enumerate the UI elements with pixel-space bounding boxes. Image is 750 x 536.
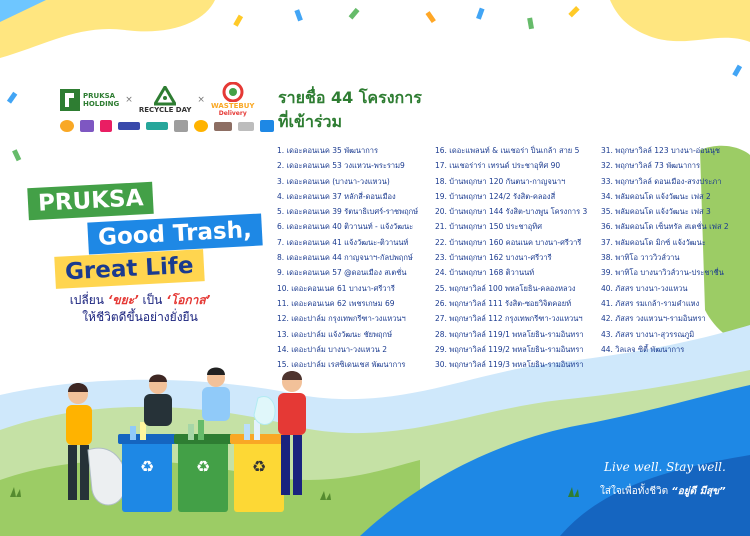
yellow-blob-top-left [0, 0, 215, 58]
project-item: 21. บ้านพฤกษา 150 ประชาอุทิศ [435, 222, 543, 232]
bottle [244, 424, 250, 440]
project-item: 22. บ้านพฤกษา 160 คอนเนค บางนา-ศรีวารี [435, 237, 582, 247]
project-item: 6. เดอะคอนเนค 40 ติวานนท์ - แจ้งวัฒนะ [277, 222, 414, 232]
project-item: 4. เดอะคอนเนค 37 หลักสี่-ดอนเมือง [277, 191, 396, 201]
project-item: 20. บ้านพฤกษา 144 รังสิต-บางพูน โครงการ 3 [435, 207, 588, 217]
project-item: 18. บ้านพฤกษา 120 กันตนา-กาญจนาฯ [435, 176, 566, 186]
wastebuy-sub: Delivery [218, 110, 247, 117]
sponsor-logo-5 [146, 122, 168, 130]
project-item: 37. พลัมคอนโด มิกซ์ แจ้งวัฒนะ [601, 237, 706, 247]
tagline-thai-bold: “อยู่ดี มีสุข” [671, 486, 726, 497]
project-item: 41. ภัสสร รมเกล้า-รามคำแหง [601, 298, 700, 308]
project-item: 29. พฤกษาวิลล์ 119/2 พหลโยธิน-รามอินทรา [435, 344, 584, 354]
sponsor-logo-2 [80, 120, 94, 132]
project-item: 5. เดอะคอนเนค 39 รัตนาธิเบศร์-ราชพฤกษ์ [277, 207, 419, 217]
person-leg [281, 435, 290, 495]
project-item: 30. พฤกษาวิลล์ 119/3 พหลโยธิน-รามอินทรา [435, 360, 584, 370]
recycle-day-label: RECYCLE DAY [138, 106, 192, 114]
bin-green-recycle-icon: ♻ [195, 457, 211, 476]
bottle [188, 424, 194, 440]
partner-logos-row [60, 82, 254, 118]
project-item: 35. พลัมคอนโด แจ้งวัฒนะ เฟส 3 [601, 207, 711, 217]
person-torso [202, 387, 230, 421]
recycle-icon [154, 86, 176, 106]
confetti [233, 15, 243, 27]
project-item: 1. เดอะคอนเนค 35 พัฒนาการ [277, 146, 379, 155]
project-item: 9. เดอะคอนเนค 57 @ดอนเมือง สเตชั่น [277, 268, 407, 278]
project-item: 2. เดอะคอนเนค 53 วงแหวน-พระราม9 [277, 161, 405, 171]
projects-heading-line-1: รายชื่อ 44 โครงการ [278, 88, 422, 107]
campaign-title-line-3: Great Life [54, 249, 204, 289]
project-item: 27. พฤกษาวิลล์ 112 กรุงเทพกรีฑา-วงแหวนฯ [435, 314, 583, 324]
bottle [130, 426, 136, 440]
plastic-bag [254, 396, 275, 424]
project-item: 19. บ้านพฤกษา 124/2 รังสิต-คลองสี่ [435, 191, 556, 201]
project-item: 16. เดอะแพลนท์ & เนเชอร่า ปิ่นเกล้า สาย 5 [435, 146, 580, 155]
person-torso [144, 394, 172, 426]
project-item: 28. พฤกษาวิลล์ 119/1 พหลโยธิน-รามอินทรา [435, 329, 584, 339]
pruksa-name: PRUKSA [83, 92, 116, 100]
project-item: 25. พฤกษาวิลล์ 100 พหลโยธิน-คลองหลวง [435, 283, 576, 293]
project-item: 10. เดอะคอนเนค 61 บางนา-ศรีวารี [277, 283, 395, 293]
confetti [527, 18, 534, 30]
bottle [140, 422, 146, 440]
bin-yellow-recycle-icon: ♻ [251, 457, 267, 476]
person-leg [293, 435, 302, 495]
project-item: 38. พาทิโอ วาววิวส์วาน [601, 253, 680, 263]
project-item: 8. เดอะคอนเนค 44 กาญจนาฯ-กัลปพฤกษ์ [277, 253, 413, 263]
person-hair [207, 368, 225, 376]
confetti [294, 9, 302, 21]
slogan-word-waste: ‘ขยะ’ [107, 293, 139, 307]
sponsor-logo-10 [260, 120, 274, 132]
confetti [425, 11, 435, 23]
sponsor-logo-8 [214, 122, 232, 131]
project-item: 23. บ้านพฤกษา 162 บางนา-ศรีวารี [435, 253, 552, 263]
white-bag [88, 448, 126, 505]
projects-heading-line-2: ที่เข้าร่วม [278, 112, 343, 131]
project-item: 17. เนเชอร่าร่า เทรนด์ ประชาอุทิศ 90 [435, 161, 561, 171]
slogan-line-2: ให้ชีวิตดีขึ้นอย่างยั่งยืน [82, 310, 198, 324]
person-leg [80, 445, 89, 500]
recycling-illustration [30, 360, 350, 535]
bin-blue [122, 440, 172, 512]
project-item: 32. พฤกษาวิลล์ 73 พัฒนาการ [601, 161, 701, 171]
person-hair [149, 375, 167, 383]
tagline-thai [600, 484, 726, 499]
times-sign: × [197, 95, 205, 105]
pruksa-mark-icon [60, 89, 80, 111]
confetti [7, 92, 17, 104]
bin-green [178, 440, 228, 512]
confetti [12, 149, 21, 161]
times-sign: × [125, 95, 133, 105]
project-item: 39. พาทิโอ บางนาวิวส์วาน-ประชาชื่น [601, 268, 724, 278]
bin-blue-recycle-icon: ♻ [139, 457, 155, 476]
project-item: 24. บ้านพฤกษา 168 ติวานนท์ [435, 268, 535, 278]
recycle-day-logo [139, 86, 192, 114]
bin-yellow [234, 440, 284, 512]
project-item: 33. พฤกษาวิลล์ ดอนเมือง-สรงประภา [601, 176, 722, 186]
project-item: 15. เดอะปาล์ม เรสซิเดนเชส พัฒนาการ [277, 360, 406, 370]
project-item: 13. เดอะปาล์ม แจ้งวัฒนะ ชัยพฤกษ์ [277, 329, 393, 339]
sponsor-logo-4 [118, 122, 140, 130]
sponsor-logo-1 [60, 120, 74, 132]
wastebuy-icon [222, 82, 244, 102]
sponsor-logo-6 [174, 120, 188, 132]
project-item: 14. เดอะปาล์ม บางนา-วงแหวน 2 [277, 344, 387, 354]
sponsor-logo-7 [194, 120, 208, 132]
tagline-thai-prefix: ใส่ใจเพื่อทั้งชีวิต [600, 486, 672, 497]
campaign-title-line-2: Good Trash, [87, 213, 262, 254]
wastebuy-logo [211, 82, 255, 118]
project-item: 43. ภัสสร บางนา-สุวรรณภูมิ [601, 329, 695, 339]
bin-blue-lid [118, 434, 176, 444]
pruksa-logo [60, 89, 119, 111]
project-item: 11. เดอะคอนเนค 62 เพชรเกษม 69 [277, 298, 395, 308]
project-item: 7. เดอะคอนเนค 41 แจ้งวัฒนะ-ติวานนท์ [277, 237, 409, 247]
confetti [476, 8, 484, 20]
person-torso [278, 393, 306, 435]
project-item: 44. วิลเลจ ซิตี้ พัฒนาการ [601, 344, 685, 354]
project-list-column-2 [435, 143, 587, 372]
projects-heading [278, 86, 422, 134]
project-item: 42. ภัสสร วงแหวนฯ-รามอินทรา [601, 314, 706, 324]
person-hair [68, 383, 88, 392]
project-item: 34. พลัมคอนโด แจ้งวัฒนะ เฟส 2 [601, 191, 711, 201]
confetti [349, 8, 360, 20]
project-item: 12. เดอะปาล์ม กรุงเทพกรีฑา-วงแหวนฯ [277, 314, 406, 324]
bottle [198, 420, 204, 440]
slogan-mid: เป็น [138, 293, 167, 307]
confetti [568, 6, 579, 17]
project-list-column-1 [277, 143, 418, 372]
project-item: 31. พฤกษาวิลล์ 123 บางนา-อ่อนนุช [601, 146, 721, 155]
wastebuy-label: WASTEBUY [210, 102, 255, 110]
campaign-slogan [40, 292, 240, 326]
sponsor-logos-row [60, 120, 274, 132]
slogan-word-opportunity: ‘โอกาส’ [166, 293, 211, 307]
pruksa-sub: HOLDING [83, 100, 120, 108]
sponsor-logo-3 [100, 120, 112, 132]
slogan-prefix: เปลี่ยน [69, 293, 108, 307]
person-leg [68, 445, 77, 500]
project-item: 3. เดอะคอนเนค (บางนา-วงแหวน) [277, 176, 390, 186]
person-hair [282, 371, 302, 380]
project-item: 36. พลัมคอนโด เซ็นทรัล สเตชั่น เฟส 2 [601, 222, 729, 232]
confetti [732, 65, 742, 77]
project-item: 26. พฤกษาวิลล์ 111 รังสิต-ซอยวิจิตคอยท์ [435, 298, 572, 308]
yellow-blob-top-right [610, 0, 750, 42]
tagline-english: Live well. Stay well. [604, 460, 726, 474]
sponsor-logo-9 [238, 122, 254, 131]
project-list-column-3 [601, 143, 729, 357]
campaign-title-line-1: PRUKSA [27, 182, 154, 221]
person-torso [66, 405, 92, 445]
project-item: 40. ภัสสร บางนา-วงแหวน [601, 283, 688, 293]
